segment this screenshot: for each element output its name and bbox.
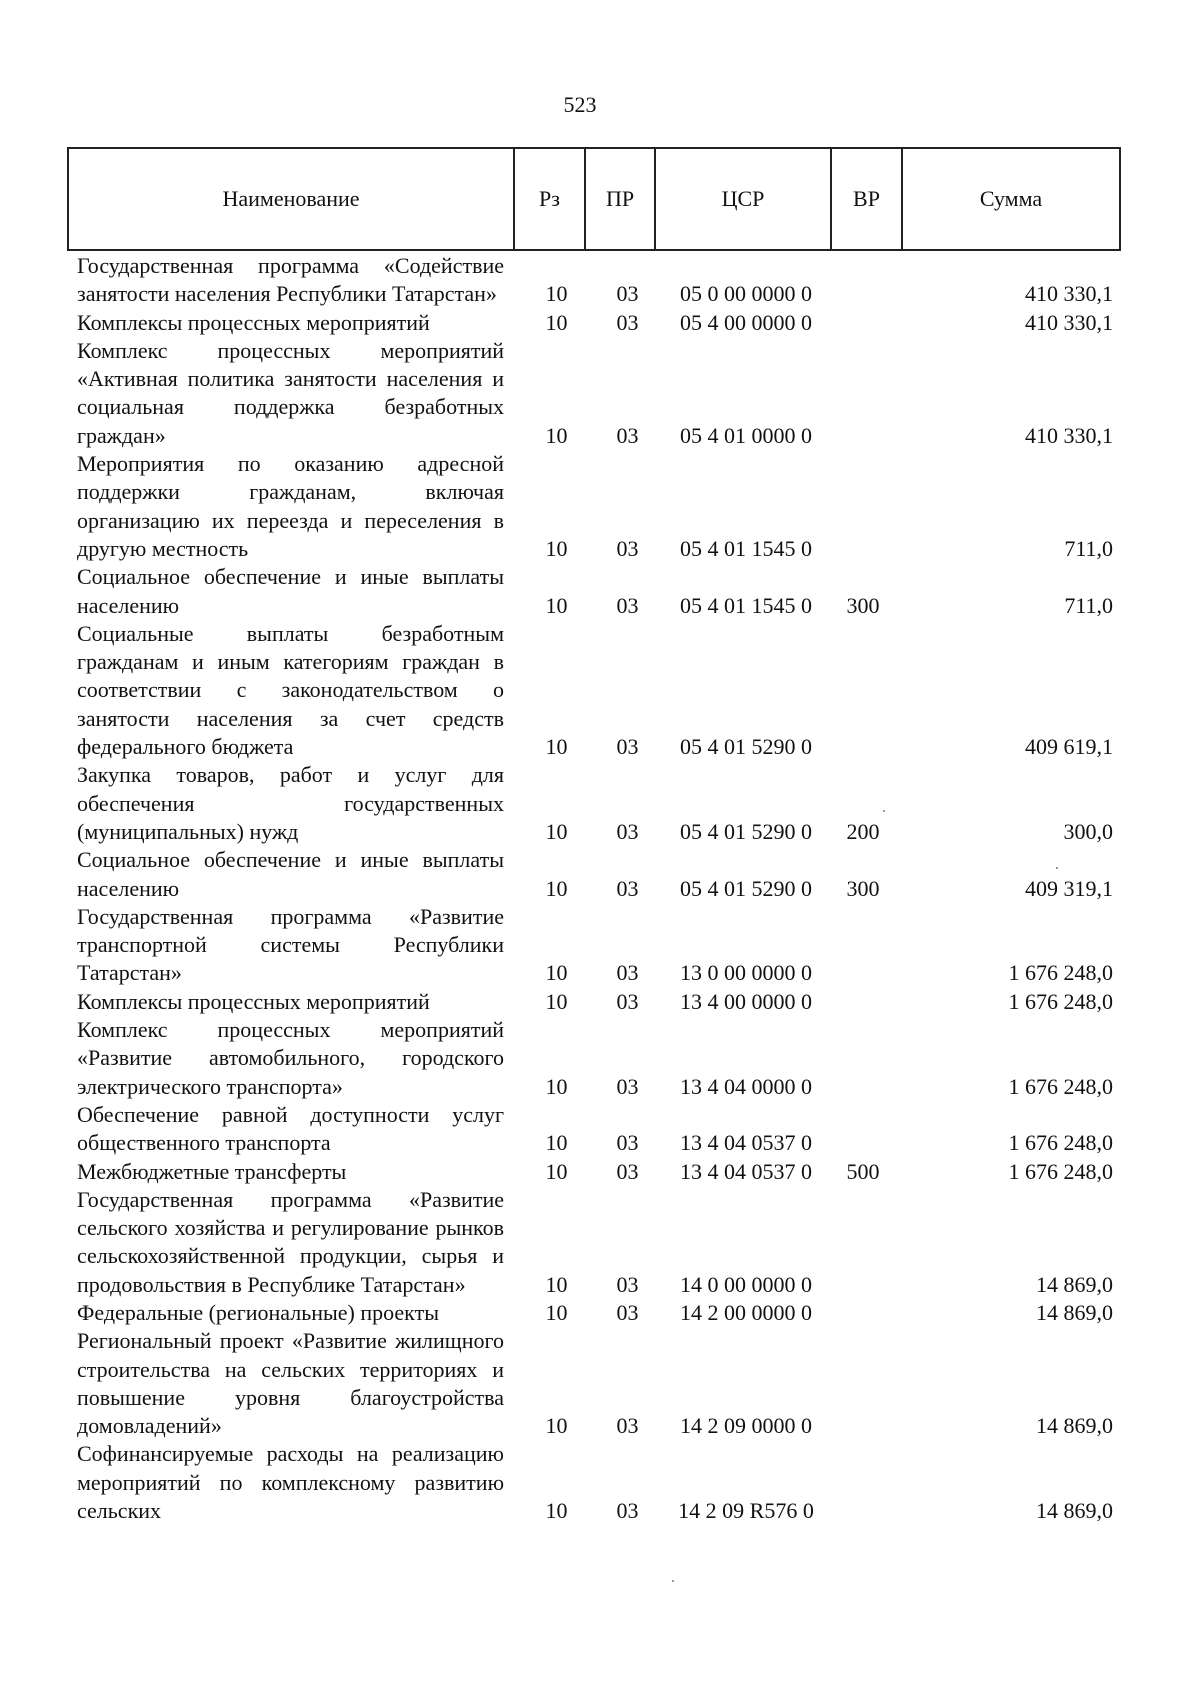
cell-csr: 05 4 01 5290 0: [680, 875, 812, 901]
table-row: [67, 252, 1121, 309]
cell-name: Федеральные (региональные) проекты: [77, 1299, 439, 1325]
cell-name: Мероприятия по оказанию адресной поддержки гражданам, включая организацию их переезда и переселения в другую местность: [77, 451, 504, 561]
header-pr: ПР: [586, 149, 656, 249]
table-row: [67, 1299, 1121, 1327]
cell-csr: 14 2 09 R576 0: [678, 1498, 814, 1524]
cell-csr: 05 4 01 1545 0: [680, 592, 812, 618]
cell-rz: 10: [545, 592, 568, 618]
table-row: [67, 337, 1121, 450]
cell-sum: 14 869,0: [1036, 1498, 1113, 1524]
table-row: [67, 1186, 1121, 1299]
table-row: [67, 620, 1121, 761]
header-sum: Сумма: [979, 186, 1043, 211]
table-row: [67, 309, 1121, 337]
table-row: [67, 1101, 1121, 1158]
cell-vr: 300: [846, 592, 880, 618]
cell-pr: 03: [616, 1130, 639, 1156]
cell-name: Комплексы процессных мероприятий: [77, 309, 430, 335]
table-row: [67, 563, 1121, 620]
table-row: [67, 1440, 1121, 1525]
cell-rz: 10: [545, 422, 568, 448]
cell-pr: 03: [616, 1271, 639, 1297]
cell-pr: 03: [616, 1158, 639, 1184]
cell-vr: 300: [846, 875, 880, 901]
cell-rz: 10: [545, 1413, 568, 1439]
cell-rz: 10: [545, 1299, 568, 1325]
cell-sum: 300,0: [1063, 818, 1113, 844]
scan-speck: [1056, 867, 1058, 869]
cell-name: Комплекс процессных мероприятий «Активная политика занятости населения и социальная поддержка безработных граждан»: [77, 337, 504, 448]
cell-csr: 14 2 09 0000 0: [680, 1413, 812, 1439]
cell-sum: 14 869,0: [1036, 1271, 1113, 1297]
table-row: [67, 988, 1121, 1016]
cell-sum: 410 330,1: [1025, 422, 1113, 448]
cell-csr: 05 4 01 1545 0: [680, 535, 812, 561]
cell-pr: 03: [616, 960, 639, 986]
cell-sum: 1 676 248,0: [1008, 1158, 1113, 1184]
cell-rz: 10: [545, 1073, 568, 1099]
cell-name: Межбюджетные трансферты: [77, 1158, 347, 1184]
cell-sum: 14 869,0: [1036, 1413, 1113, 1439]
header-csr: ЦСР: [656, 149, 832, 249]
cell-pr: 03: [616, 1299, 639, 1325]
cell-csr: 05 4 01 5290 0: [680, 818, 812, 844]
cell-pr: 03: [616, 422, 639, 448]
cell-sum: 711,0: [1064, 592, 1113, 618]
cell-rz: 10: [545, 281, 568, 307]
page-number: 523: [563, 92, 597, 117]
cell-rz: 10: [545, 535, 568, 561]
cell-rz: 10: [545, 734, 568, 760]
scan-speck: [883, 810, 885, 812]
cell-csr: 13 4 04 0537 0: [680, 1130, 812, 1156]
cell-vr: 500: [846, 1158, 880, 1184]
cell-rz: 10: [545, 1271, 568, 1297]
table-row: [67, 903, 1121, 988]
table-body: [67, 252, 1121, 1525]
cell-sum: 410 330,1: [1025, 309, 1113, 335]
table-row: [67, 761, 1121, 846]
table-header: [67, 147, 1121, 251]
cell-name: Государственная программа «Развитие сельского хозяйства и регулирование рынков сельскохозяйственной продукции, сырья и продовольствия в Республике Татарстан»: [77, 1186, 504, 1297]
cell-name: Комплекс процессных мероприятий «Развитие автомобильного, городского электрического транспорта»: [77, 1017, 504, 1099]
cell-csr: 13 4 04 0000 0: [680, 1073, 812, 1099]
header-name: Наименование: [69, 149, 515, 249]
cell-pr: 03: [616, 1073, 639, 1099]
cell-rz: 10: [545, 1498, 568, 1524]
cell-pr: 03: [616, 734, 639, 760]
cell-rz: 10: [545, 875, 568, 901]
table-row: [67, 450, 1121, 563]
cell-csr: 14 2 00 0000 0: [680, 1299, 812, 1325]
header-rz: Рз: [515, 149, 586, 249]
cell-csr: 05 0 00 0000 0: [680, 281, 812, 307]
cell-pr: 03: [616, 281, 639, 307]
cell-name: Обеспечение равной доступности услуг общественного транспорта: [77, 1101, 504, 1156]
cell-sum: 410 330,1: [1025, 281, 1113, 307]
cell-sum: 711,0: [1064, 535, 1113, 561]
cell-rz: 10: [545, 818, 568, 844]
cell-rz: 10: [545, 1130, 568, 1156]
cell-pr: 03: [616, 818, 639, 844]
cell-name: Софинансируемые расходы на реализацию мероприятий по комплексному развитию сельских: [77, 1441, 504, 1524]
cell-csr: 13 4 04 0537 0: [680, 1158, 812, 1184]
cell-csr: 05 4 00 0000 0: [680, 309, 812, 335]
cell-vr: 200: [846, 818, 880, 844]
cell-name: Социальное обеспечение и иные выплаты населению: [77, 564, 504, 618]
cell-csr: 05 4 01 5290 0: [680, 734, 812, 760]
cell-sum: 1 676 248,0: [1008, 1130, 1113, 1156]
cell-rz: 10: [545, 309, 568, 335]
table-row: [67, 846, 1121, 903]
cell-name: Закупка товаров, работ и услуг для обеспечения государственных (муниципальных) нужд: [77, 762, 504, 844]
cell-csr: 05 4 01 0000 0: [680, 422, 812, 448]
table-row: [67, 1327, 1121, 1440]
cell-rz: 10: [545, 988, 568, 1014]
cell-name: Региональный проект «Развитие жилищного строительства на сельских территориях и повышение уровня благоустройства домовладений»: [77, 1328, 504, 1439]
cell-pr: 03: [616, 592, 639, 618]
cell-sum: 409 619,1: [1025, 734, 1113, 760]
cell-sum: 1 676 248,0: [1008, 1073, 1113, 1099]
cell-pr: 03: [616, 1413, 639, 1439]
cell-name: Государственная программа «Развитие транспортной системы Республики Татарстан»: [77, 903, 504, 986]
cell-name: Социальные выплаты безработным гражданам и иным категориям граждан в соответствии с законодательством о занятости населения за счет средств федерального бюджета: [77, 620, 504, 760]
cell-rz: 10: [545, 960, 568, 986]
table-row: [67, 1158, 1121, 1186]
cell-name: Комплексы процессных мероприятий: [77, 988, 430, 1014]
cell-pr: 03: [616, 875, 639, 901]
cell-sum: 1 676 248,0: [1008, 960, 1113, 986]
cell-pr: 03: [616, 309, 639, 335]
cell-csr: 13 0 00 0000 0: [680, 960, 812, 986]
cell-sum: 1 676 248,0: [1008, 988, 1113, 1014]
cell-rz: 10: [545, 1158, 568, 1184]
cell-csr: 14 0 00 0000 0: [680, 1271, 812, 1297]
header-vr: ВР: [832, 149, 903, 249]
cell-name: Социальное обеспечение и иные выплаты населению: [77, 847, 504, 901]
table-row: [67, 1016, 1121, 1101]
cell-pr: 03: [616, 535, 639, 561]
cell-name: Государственная программа «Содействие занятости населения Республики Татарстан»: [77, 253, 504, 307]
cell-csr: 13 4 00 0000 0: [680, 988, 812, 1014]
cell-sum: 14 869,0: [1036, 1299, 1113, 1325]
cell-sum: 409 319,1: [1025, 875, 1113, 901]
scan-speck: [672, 1580, 674, 1582]
cell-pr: 03: [616, 988, 639, 1014]
cell-pr: 03: [616, 1498, 639, 1524]
